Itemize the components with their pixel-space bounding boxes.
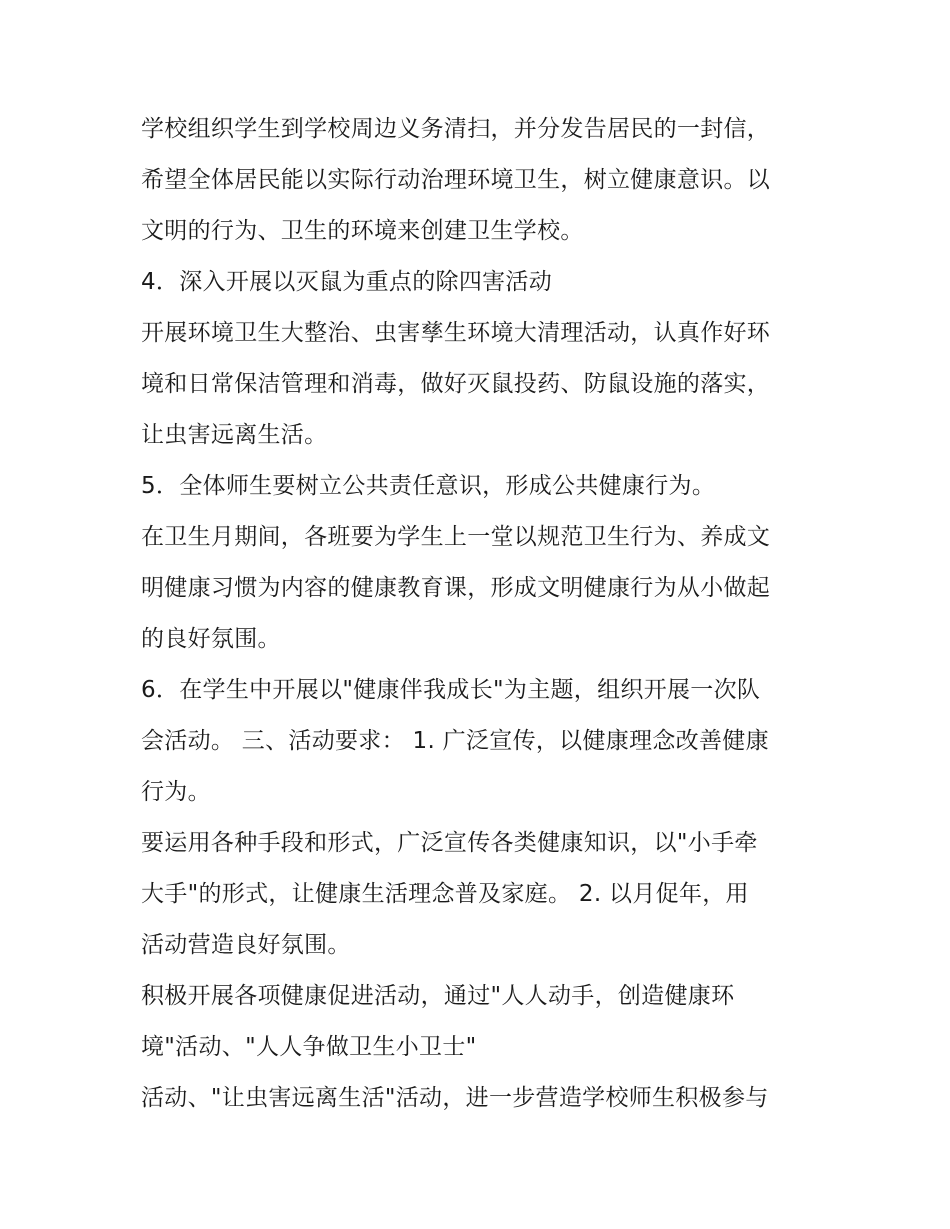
- text-line: 积极开展各项健康促进活动，通过"人人动手，创造健康环: [141, 983, 735, 1009]
- section-heading: 4．深入开展以灭鼠为重点的除四害活动: [141, 269, 553, 295]
- section-heading: 6．在学生中开展以"健康伴我成长"为主题，组织开展一次队: [141, 677, 761, 703]
- section-heading: 5．全体师生要树立公共责任意识，形成公共健康行为。: [141, 473, 716, 499]
- text-line: 在卫生月期间，各班要为学生上一堂以规范卫生行为、养成文: [141, 524, 771, 550]
- text-line: 开展环境卫生大整治、虫害孳生环境大清理活动，认真作好环: [141, 320, 771, 346]
- text-line: 让虫害远离生活。: [141, 422, 328, 448]
- text-line: 境"活动、"人人争做卫生小卫士": [141, 1034, 477, 1060]
- text-line: 明健康习惯为内容的健康教育课，形成文明健康行为从小做起: [141, 575, 771, 601]
- text-line: 学校组织学生到学校周边义务清扫，并分发告居民的一封信，: [141, 116, 771, 142]
- text-line: 文明的行为、卫生的环境来创建卫生学校。: [141, 218, 584, 244]
- text-line: 境和日常保洁管理和消毒，做好灭鼠投药、防鼠设施的落实，: [141, 371, 771, 397]
- text-line: 要运用各种手段和形式，广泛宣传各类健康知识，以"小手牵: [141, 830, 758, 856]
- text-line: 大手"的形式，让健康生活理念普及家庭。 2. 以月促年，用: [141, 881, 749, 907]
- document-body: [141, 104, 831, 1124]
- text-line: 行为。: [141, 779, 211, 805]
- text-line: 活动、"让虫害远离生活"活动，进一步营造学校师生积极参与: [141, 1085, 769, 1111]
- text-line: 希望全体居民能以实际行动治理环境卫生，树立健康意识。以: [141, 167, 771, 193]
- text-line: 活动营造良好氛围。: [141, 932, 351, 958]
- text-line: 会活动。 三、活动要求： 1. 广泛宣传，以健康理念改善健康: [141, 728, 769, 754]
- text-line: 的良好氛围。: [141, 626, 281, 652]
